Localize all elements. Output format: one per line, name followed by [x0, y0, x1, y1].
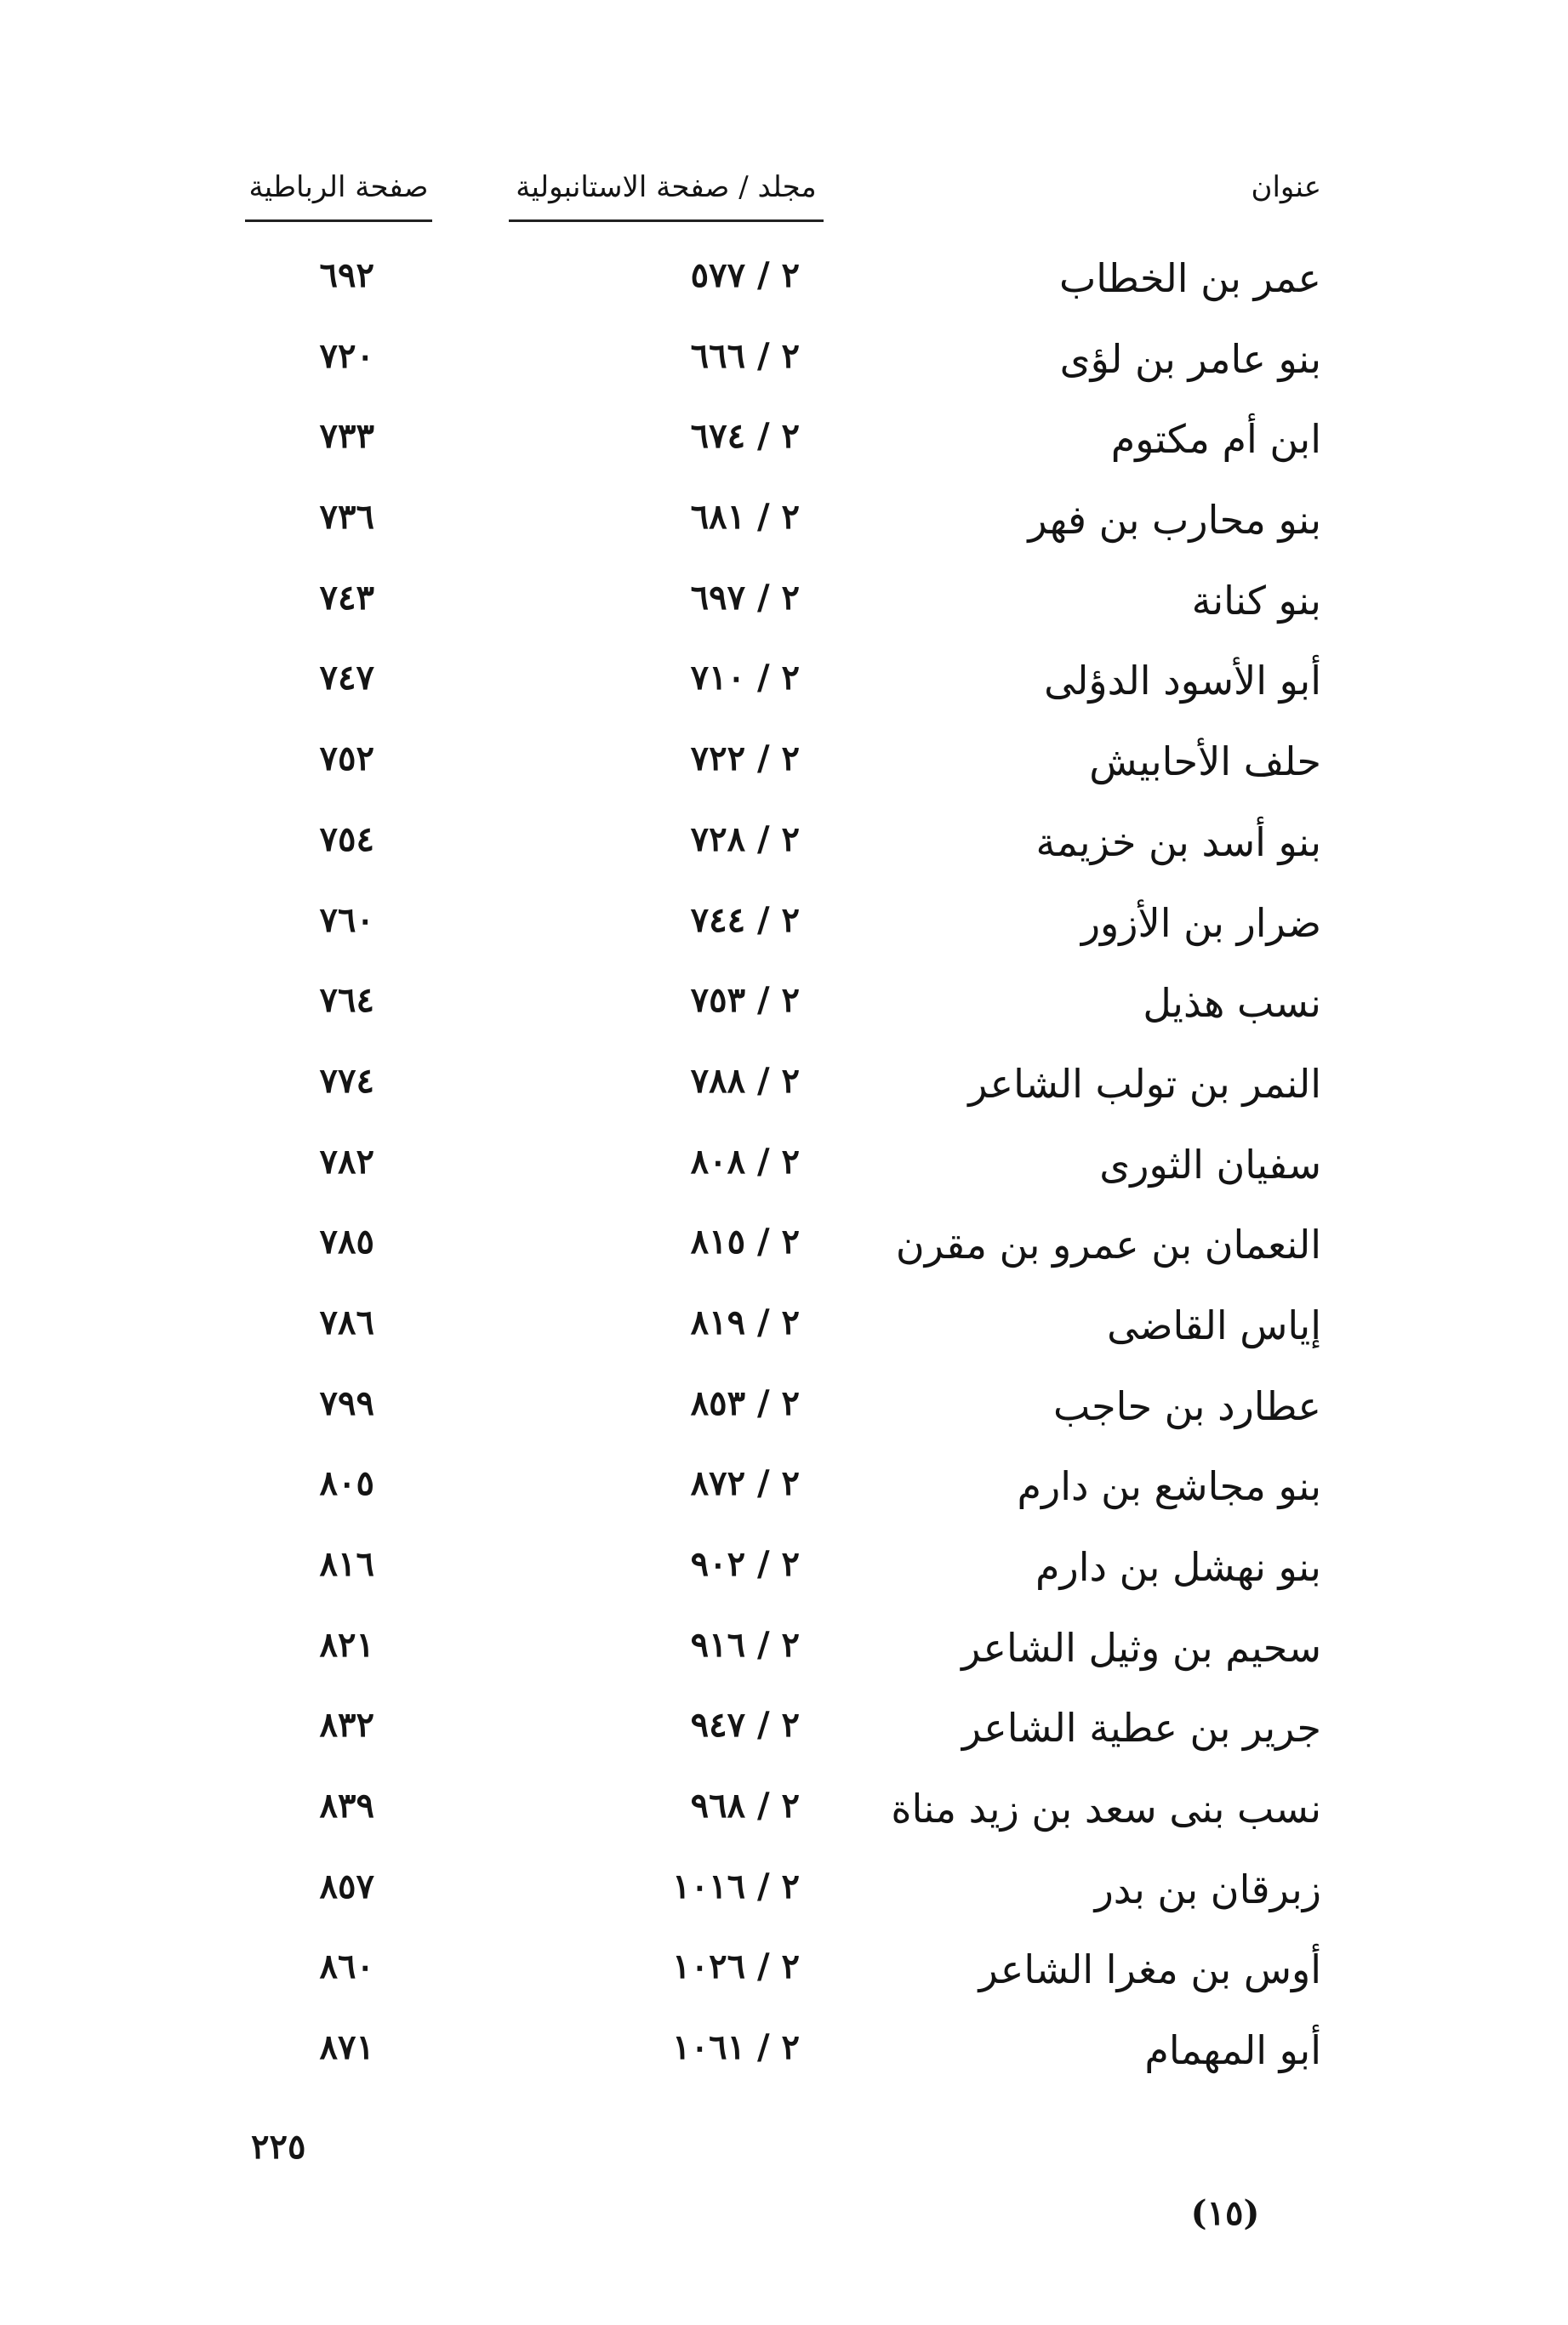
- table-row: [0, 1935, 1568, 2015]
- istanbul-volume-page: ٢ / ٥٧٧: [690, 255, 800, 295]
- istanbul-volume-page: ٢ / ٩١٦: [690, 1624, 800, 1665]
- istanbul-volume-page: ٢ / ١٠٦١: [672, 2027, 800, 2068]
- entry-title: بنو نهشل بن دارم: [1035, 1544, 1321, 1590]
- istanbul-volume-page: ٢ / ٧١٠: [690, 658, 800, 698]
- table-row: [0, 1210, 1568, 1291]
- entry-title: النعمان بن عمرو بن مقرن: [895, 1222, 1321, 1268]
- page-number: ٢٢٥: [251, 2127, 306, 2167]
- table-row: [0, 243, 1568, 324]
- entry-title: النمر بن تولب الشاعر: [968, 1060, 1321, 1107]
- index-table: [0, 243, 1568, 2096]
- rabatiya-page: ٧٨٥: [319, 1222, 374, 1262]
- istanbul-volume-page: ٢ / ٧٤٤: [690, 899, 800, 940]
- entry-title: حلف الأحابيش: [1089, 738, 1321, 785]
- rabatiya-page: ٧٢٠: [319, 335, 374, 376]
- rabatiya-page: ٨٥٧: [319, 1866, 374, 1906]
- rabatiya-page: ٧٤٧: [319, 658, 374, 698]
- istanbul-volume-page: ٢ / ٦٩٧: [690, 577, 800, 618]
- table-row: [0, 1774, 1568, 1855]
- entry-title: ابن أم مكتوم: [1110, 416, 1321, 463]
- istanbul-volume-page: ٢ / ١٠٢٦: [672, 1946, 800, 1987]
- istanbul-volume-page: ٢ / ٨٥٣: [690, 1382, 800, 1423]
- entry-title: ضرار بن الأزور: [1080, 899, 1321, 946]
- entry-title: جرير بن عطية الشاعر: [961, 1705, 1321, 1752]
- table-row: [0, 485, 1568, 566]
- rabatiya-page: ٧٦٠: [319, 899, 374, 940]
- entry-title: سفيان الثورى: [1099, 1141, 1321, 1188]
- rabatiya-page: ٨٧١: [319, 2027, 374, 2068]
- table-row: [0, 1532, 1568, 1613]
- istanbul-volume-page: ٢ / ٩٠٢: [690, 1544, 800, 1584]
- istanbul-volume-page: ٢ / ٦٨١: [690, 497, 800, 538]
- entry-title: أبو المهمام: [1144, 2027, 1321, 2074]
- rabatiya-page: ٨٣٢: [319, 1705, 374, 1746]
- rabatiya-page: ٧٥٢: [319, 738, 374, 779]
- rabatiya-page: ٧٣٦: [319, 497, 374, 538]
- istanbul-volume-page: ٢ / ١٠١٦: [672, 1866, 800, 1906]
- entry-title: بنو أسد بن خزيمة: [1035, 818, 1321, 865]
- table-row: [0, 1049, 1568, 1130]
- entry-title: عمر بن الخطاب: [1058, 255, 1321, 301]
- istanbul-volume-page: ٢ / ٩٦٨: [690, 1786, 800, 1826]
- table-row: [0, 646, 1568, 727]
- istanbul-volume-page: ٢ / ٨٠٨: [690, 1141, 800, 1182]
- table-row: [0, 2015, 1568, 2096]
- table-row: [0, 1291, 1568, 1371]
- table-row: [0, 1613, 1568, 1694]
- rabatiya-page: ٦٩٢: [319, 255, 374, 295]
- istanbul-volume-page: ٢ / ٨١٩: [690, 1302, 800, 1342]
- istanbul-volume-page: ٢ / ٧٢٢: [690, 738, 800, 779]
- istanbul-volume-page: ٢ / ٨٧٢: [690, 1463, 800, 1504]
- rabatiya-page: ٧٥٤: [319, 818, 374, 859]
- entry-title: بنو عامر بن لؤى: [1059, 335, 1321, 382]
- istanbul-volume-page: ٢ / ٧٢٨: [690, 818, 800, 859]
- rabatiya-page: ٧٣٣: [319, 416, 374, 457]
- table-row: [0, 807, 1568, 888]
- rabatiya-page: ٨٢١: [319, 1624, 374, 1665]
- rabatiya-page: ٨٦٠: [319, 1946, 374, 1987]
- table-row: [0, 566, 1568, 647]
- sheet-number: (١٥): [1190, 2193, 1260, 2233]
- rabatiya-page: ٧٨٦: [319, 1302, 374, 1342]
- table-row: [0, 1130, 1568, 1211]
- rabatiya-page: ٧٨٢: [319, 1141, 374, 1182]
- istanbul-volume-page: ٢ / ٨١٥: [690, 1222, 800, 1262]
- entry-title: بنو كنانة: [1191, 577, 1321, 624]
- rabatiya-page: ٧٦٤: [319, 980, 374, 1021]
- entry-title: عطارد بن حاجب: [1052, 1382, 1321, 1429]
- rabatiya-page: ٨١٦: [319, 1544, 374, 1584]
- entry-title: نسب بنى سعد بن زيد مناة: [891, 1786, 1321, 1832]
- entry-title: نسب هذيل: [1143, 980, 1321, 1027]
- entry-title: سحيم بن وثيل الشاعر: [961, 1624, 1321, 1671]
- entry-title: بنو مجاشع بن دارم: [1017, 1463, 1321, 1510]
- istanbul-volume-page: ٢ / ٩٤٧: [690, 1705, 800, 1746]
- entry-title: زبرقان بن بدر: [1094, 1866, 1321, 1912]
- entry-title: أوس بن مغرا الشاعر: [978, 1946, 1321, 1993]
- column-header-rabatiya: صفحة الرباطية: [245, 170, 432, 222]
- table-row: [0, 404, 1568, 485]
- table-row: [0, 968, 1568, 1049]
- entry-title: أبو الأسود الدؤلى: [1044, 658, 1321, 704]
- rabatiya-page: ٧٩٩: [319, 1382, 374, 1423]
- table-row: [0, 888, 1568, 969]
- table-row: [0, 324, 1568, 405]
- rabatiya-page: ٧٤٣: [319, 577, 374, 618]
- table-row: [0, 1855, 1568, 1935]
- table-row: [0, 727, 1568, 807]
- rabatiya-page: ٨٠٥: [319, 1463, 374, 1504]
- table-row: [0, 1451, 1568, 1532]
- istanbul-volume-page: ٢ / ٧٥٣: [690, 980, 800, 1021]
- column-header-title: عنوان: [1251, 170, 1321, 204]
- table-row: [0, 1693, 1568, 1774]
- column-header-istanbul: مجلد / صفحة الاستانبولية: [509, 170, 824, 222]
- table-row: [0, 1371, 1568, 1452]
- istanbul-volume-page: ٢ / ٦٦٦: [690, 335, 800, 376]
- entry-title: إياس القاضى: [1107, 1302, 1321, 1348]
- istanbul-volume-page: ٢ / ٧٨٨: [690, 1060, 800, 1101]
- rabatiya-page: ٧٧٤: [319, 1060, 374, 1101]
- rabatiya-page: ٨٣٩: [319, 1786, 374, 1826]
- istanbul-volume-page: ٢ / ٦٧٤: [690, 416, 800, 457]
- entry-title: بنو محارب بن فهر: [1028, 497, 1321, 544]
